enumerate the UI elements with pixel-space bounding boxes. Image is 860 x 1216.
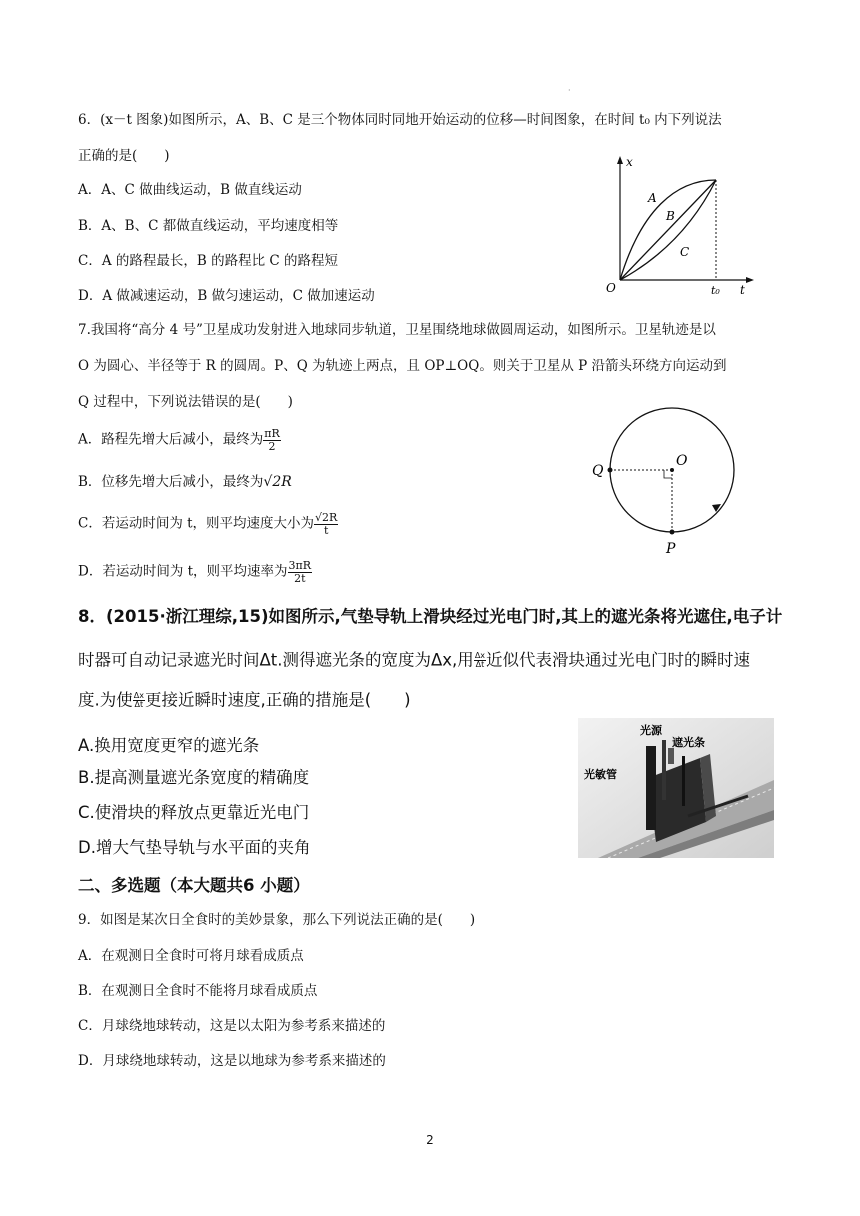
q6-option-a: A．A、C 做曲线运动，B 做直线运动 [78,182,302,198]
q7-option-a: A．路程先增大后减小，最终为 $\frac{\pi R}{2}$ [78,427,280,453]
label-p: P [666,541,676,557]
q7-option-a-fraction: $\frac{\pi R}{2}$ [264,427,280,453]
q7-option-d-fraction: $\frac{3\pi R}{2t}$ [288,559,312,585]
x-axis-arrow [617,156,623,164]
label-q: Q [592,463,604,479]
point-q [608,468,613,473]
direction-arrow [712,504,721,512]
q6-option-c: C．A 的路程最长，B 的路程比 C 的路程短 [78,253,338,269]
light-source [668,748,674,764]
q8-line1: 8．(2015·浙江理综,15)如图所示,气垫导轨上滑块经过光电门时,其上的遮光条将光遮住,电子计 [78,607,783,626]
label-shading-strip: 遮光条 [672,736,705,749]
q9-option-c: C．月球绕地球转动，这是以太阳为参考系来描述的 [78,1018,386,1034]
q7-option-d: D．若运动时间为 t，则平均速率为 $\frac{3\pi R}{2t}$ [78,559,312,585]
q8-line3: 度.为使 $\frac{\Delta x}{\Delta t}$ 更接近瞬时速度,正确的措施是( ) [78,690,411,710]
q6-option-d: D．A 做减速运动，B 做匀速运动，C 做加速运动 [78,288,375,304]
label-photosensor: 光敏管 [584,768,617,781]
x-axis-label: x [626,155,633,169]
t-axis-arrow [746,277,754,283]
q8-option-c: C.使滑块的释放点更靠近光电门 [78,803,310,822]
q8-option-b: B.提高测量遮光条宽度的精确度 [78,768,310,787]
line-b [620,180,716,280]
q6-stem-line2: 正确的是( ) [78,148,170,164]
q8-fraction-1: $\frac{\Delta x}{\Delta t}$ [474,651,486,670]
label-light-source: 光源 [640,724,662,737]
q7-option-c-fraction: $\frac{√2R}{t}$ [315,511,338,537]
q7-option-b: B．位移先增大后减小，最终为√2R [78,474,292,490]
label-o: O [676,453,688,469]
q7-stem-line1: 7.我国将“高分 4 号”卫星成功发射进入地球同步轨道，卫星围绕地球做圆周运动，如图所示。卫星轨迹是以 [78,322,716,338]
q7-stem-line3: Q 过程中，下列说法错误的是( ) [78,394,293,410]
q8-option-a: A.换用宽度更窄的遮光条 [78,736,260,755]
strip-marker [682,756,685,806]
origin-label: O [606,281,616,295]
t0-label: t₀ [711,284,720,297]
q8-fraction-2: $\frac{\Delta x}{\Delta t}$ [133,691,144,710]
q9-option-b: B．在观测日全食时不能将月球看成质点 [78,983,318,999]
q7-option-c: C．若运动时间为 t，则平均速度大小为 $\frac{√2R}{t}$ [78,511,338,537]
q9-option-d: D．月球绕地球转动，这是以地球为参考系来描述的 [78,1053,386,1069]
q8-air-track-photo [578,718,774,858]
q6-option-b: B．A、B、C 都做直线运动，平均速度相等 [78,218,339,234]
curve-c-label: C [680,245,690,259]
section2-title: 二、多选题（本大题共6 小题） [78,876,310,895]
q7-stem-line2: O 为圆心、半径等于 R 的圆周。P、Q 为轨迹上两点，且 OP⊥OQ。则关于卫星从 P 沿箭头环绕方向运动到 [78,358,727,374]
shading-strip [662,740,666,800]
header-mark: · [568,86,571,95]
q6-xt-graph [596,150,766,300]
curve-a-label: A [648,191,657,205]
point-o [670,468,674,472]
q8-option-d: D.增大气垫导轨与水平面的夹角 [78,838,311,857]
q9-option-a: A．在观测日全食时可将月球看成质点 [78,948,304,964]
photogate-post [646,746,656,830]
q7-option-b-value: √2R [263,474,292,490]
q8-line2: 时器可自动记录遮光时间Δt.测得遮光条的宽度为Δx,用 $\frac{\Delta x}{\Delta t}$ 近似代表滑块通过光电门时的瞬时速 [78,650,751,670]
page-number: 2 [426,1133,434,1147]
q6-stem-line1: 6．(x－t 图象)如图所示，A、B、C 是三个物体同时同地开始运动的位移—时间图象，在时间 t₀ 内下列说法 [78,112,722,128]
curve-b-label: B [666,209,675,223]
point-p [670,530,675,535]
q9-stem: 9．如图是某次日全食时的美妙景象，那么下列说法正确的是( ) [78,912,476,928]
q7-orbit-figure [580,385,770,560]
t-axis-label: t [740,283,745,297]
